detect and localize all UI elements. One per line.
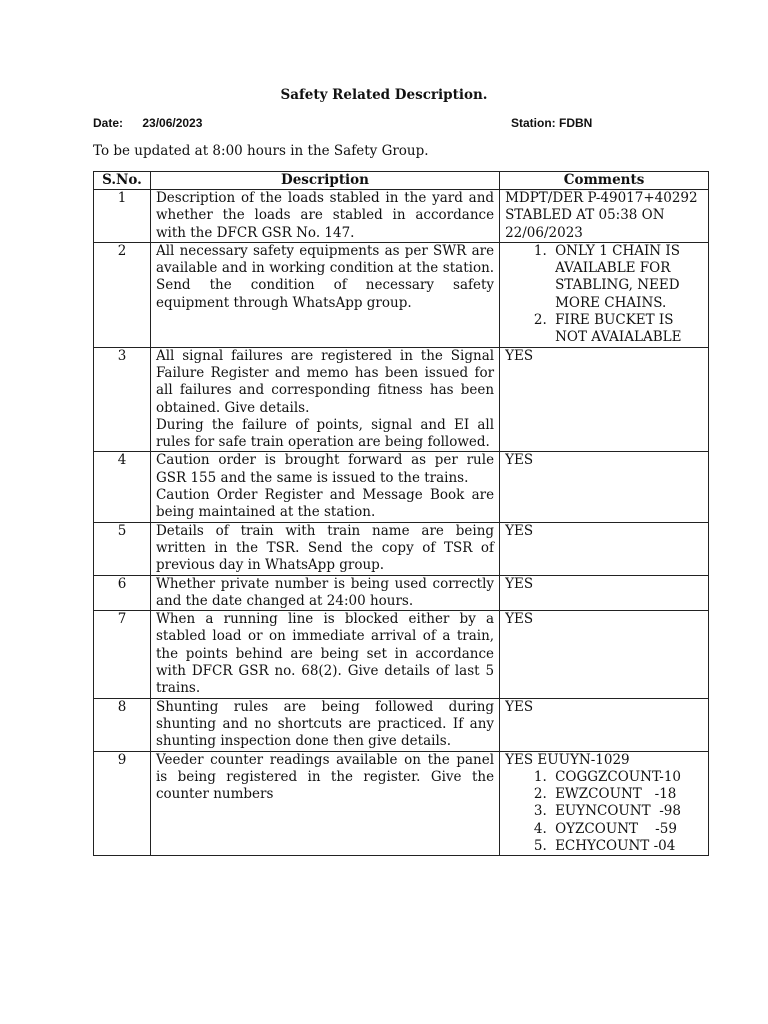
comment-list xyxy=(505,769,703,855)
row-description xyxy=(150,190,499,243)
description-paragraph: Caution order is brought forward as per rule GSR 155 and the same is issued to the trains. xyxy=(155,452,495,486)
row-description xyxy=(150,242,499,347)
comment-text: MDPT/DER P-49017+40292 STABLED AT 05:38 ON 22/06/2023 xyxy=(505,190,698,241)
comment-list-item: 4. OYZCOUNT -59 xyxy=(551,821,703,838)
description-paragraph: All necessary safety equipments as per SWR are available and in working condition at the station. Send the condition of necessary safety equipment through WhatsApp group. xyxy=(155,242,495,311)
comment-text: YES EUUYN-1029 xyxy=(505,751,630,768)
comment-list-item: 2. FIRE BUCKET IS NOT AVAIALABLE xyxy=(551,312,703,347)
safety-table xyxy=(93,171,709,856)
table-row xyxy=(94,242,709,347)
table-header-row xyxy=(94,172,709,190)
table-body xyxy=(94,190,709,856)
row-comment xyxy=(500,751,709,856)
header-comments: Comments xyxy=(500,172,709,190)
row-sno: 7 xyxy=(94,611,151,698)
description-paragraph: Caution Order Register and Message Book are being maintained at the station. xyxy=(155,487,495,521)
row-description xyxy=(150,452,499,522)
description-paragraph: Details of train with train name are being written in the TSR. Send the copy of TSR of previous day in WhatsApp group. xyxy=(155,522,495,574)
row-sno: 1 xyxy=(94,190,151,243)
table-row xyxy=(94,452,709,522)
station-field xyxy=(511,116,592,130)
description-paragraph: Whether private number is being used correctly and the date changed at 24:00 hours. xyxy=(155,575,495,609)
row-comment xyxy=(500,611,709,698)
intro-text: To be updated at 8:00 hours in the Safety Group. xyxy=(93,143,429,159)
comment-text: YES xyxy=(505,611,534,628)
table-row xyxy=(94,698,709,751)
table-row xyxy=(94,575,709,611)
date-label: Date: xyxy=(93,116,124,130)
comment-list xyxy=(505,243,703,347)
row-comment xyxy=(500,698,709,751)
comment-list-item: 3. EUYNCOUNT -98 xyxy=(551,803,703,820)
table-row xyxy=(94,611,709,698)
table-row xyxy=(94,751,709,856)
row-sno: 4 xyxy=(94,452,151,522)
description-paragraph: Shunting rules are being followed during shunting and no shortcuts are practiced. If any shunting inspection done then give details. xyxy=(155,698,495,750)
header-description: Description xyxy=(150,172,499,190)
description-paragraph: During the failure of points, signal and EI all rules for safe train operation are being followed. xyxy=(155,416,495,451)
row-description xyxy=(150,611,499,698)
table-row xyxy=(94,190,709,243)
row-sno: 8 xyxy=(94,698,151,751)
row-description xyxy=(150,751,499,856)
row-description xyxy=(150,575,499,611)
description-paragraph: Veeder counter readings available on the panel is being registered in the register. Give the counter numbers xyxy=(155,751,495,803)
row-sno: 9 xyxy=(94,751,151,856)
row-sno: 2 xyxy=(94,242,151,347)
row-comment xyxy=(500,452,709,522)
date-field xyxy=(93,116,202,130)
row-sno: 5 xyxy=(94,522,151,575)
row-sno: 3 xyxy=(94,347,151,452)
comment-text: YES xyxy=(505,452,534,469)
comment-text: YES xyxy=(505,575,534,592)
row-description xyxy=(150,522,499,575)
table-row xyxy=(94,347,709,452)
document-title: Safety Related Description. xyxy=(280,87,488,103)
header-sno: S.No. xyxy=(94,172,151,190)
comment-list-item: 5. ECHYCOUNT -04 xyxy=(551,838,703,855)
row-comment xyxy=(500,522,709,575)
comment-text: YES xyxy=(505,347,534,364)
comment-list-item: 1. ONLY 1 CHAIN IS AVAILABLE FOR STABLING, NEED MORE CHAINS. xyxy=(551,243,703,312)
row-comment xyxy=(500,575,709,611)
description-paragraph: When a running line is blocked either by a stabled load or on immediate arrival of a train, the points behind are being set in accordance with DFCR GSR no. 68(2). Give details of last 5 trains. xyxy=(155,611,495,697)
description-paragraph: All signal failures are registered in the Signal Failure Register and memo has been issued for all failures and corresponding fitness has been obtained. Give details. xyxy=(155,347,495,416)
row-comment xyxy=(500,190,709,243)
table-row xyxy=(94,522,709,575)
row-comment xyxy=(500,347,709,452)
description-paragraph: Description of the loads stabled in the yard and whether the loads are stabled in accordance with the DFCR GSR No. 147. xyxy=(155,190,495,241)
comment-text: YES xyxy=(505,698,534,715)
row-description xyxy=(150,347,499,452)
comment-text: YES xyxy=(505,522,534,539)
station-label: Station: FDBN xyxy=(511,116,593,130)
date-value: 23/06/2023 xyxy=(142,116,203,130)
comment-list-item: 2. EWZCOUNT -18 xyxy=(551,786,703,803)
row-description xyxy=(150,698,499,751)
row-comment xyxy=(500,242,709,347)
comment-list-item: 1. COGGZCOUNT-10 xyxy=(551,769,703,786)
row-sno: 6 xyxy=(94,575,151,611)
